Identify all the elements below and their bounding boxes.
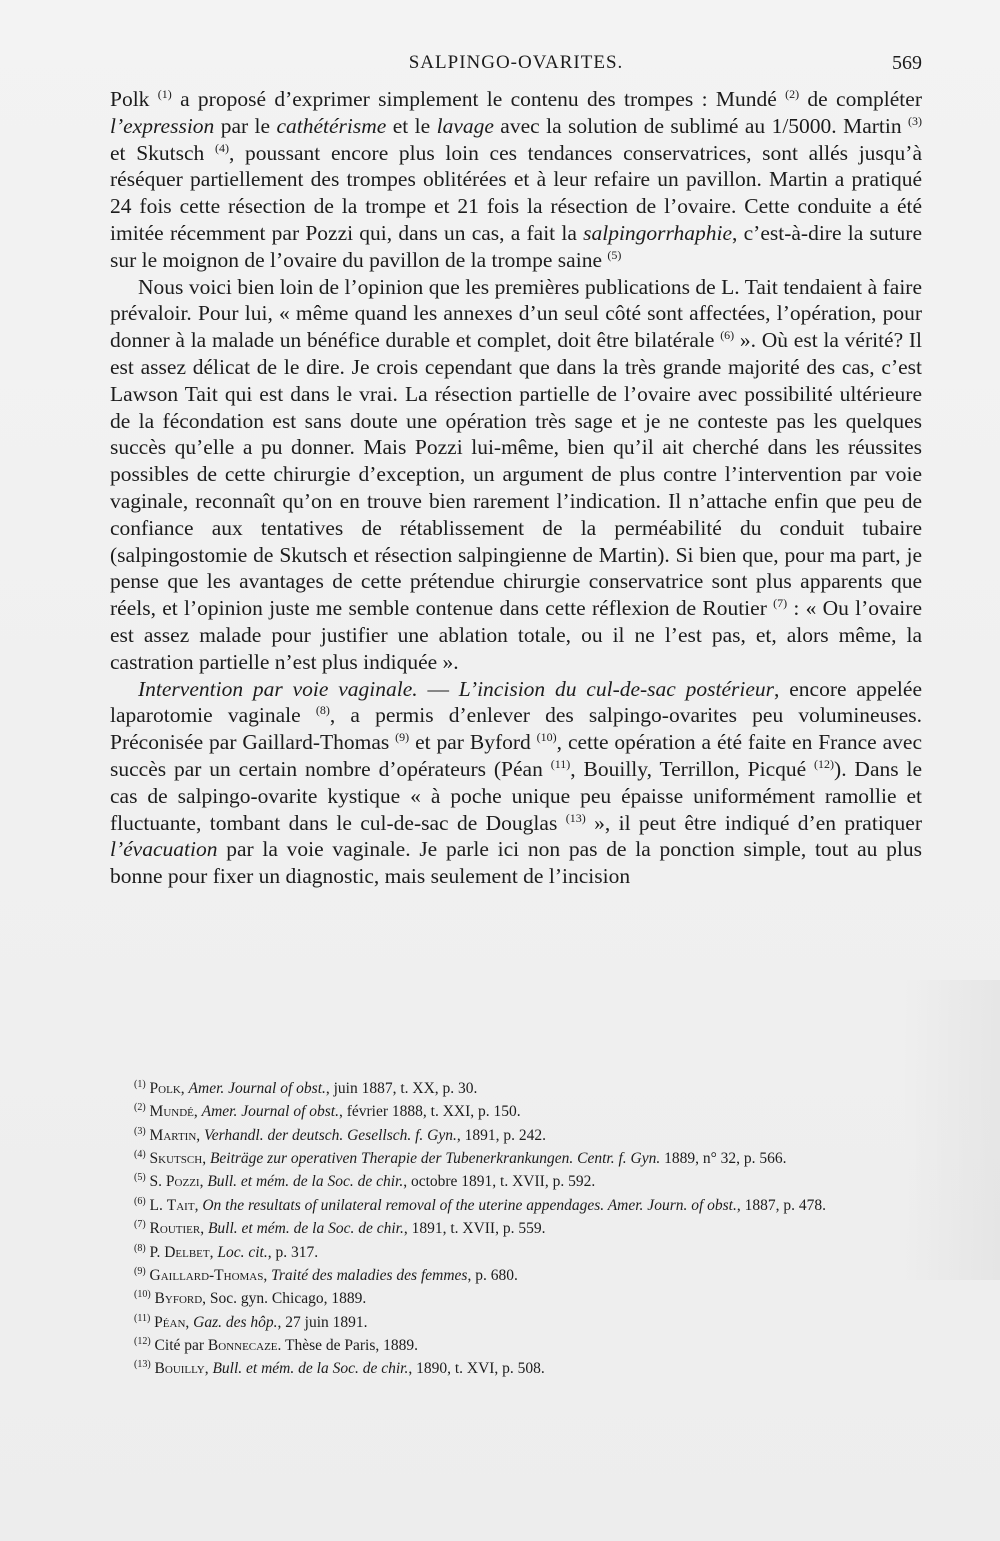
text-run: 1889, n° 32, p. 566. <box>660 1150 787 1168</box>
italic-text: L’incision du cul-de-sac postérieur <box>458 676 775 701</box>
italic-text: Bull. et mém. de la Soc. de chir. <box>212 1360 409 1378</box>
footnote <box>110 1075 922 1098</box>
text-run: par la voie vaginale. Je parle ici non pas de la ponction simple, tout au plus bonne pour fixer un diagnostic, mais seulement de l’incision <box>110 837 922 889</box>
text-run: et le <box>386 113 437 138</box>
text-run: : « Ou l’ovaire est assez malade pour justifier une ablation totale, ou il ne l’est pas, et, alors même, la castration partielle n’est plus indiquée ». <box>110 596 922 674</box>
text-run: L. <box>145 1196 167 1214</box>
text-run: , février 1888, t. XXI, p. 150. <box>338 1103 521 1121</box>
text-run: , <box>263 1267 272 1285</box>
footnote <box>110 1355 922 1378</box>
italic-text: Verhandl. der deutsch. Gesellsch. f. Gyn. <box>204 1126 457 1144</box>
footnote-marker: (5) <box>607 247 622 262</box>
text-run: et par Byford <box>409 730 537 755</box>
footnote-marker: (10) <box>134 1289 151 1301</box>
text-run: avec la solution de sublimé au 1/5000. Martin <box>493 113 908 138</box>
italic-text: cathétérisme <box>276 113 387 138</box>
italic-text: l’évacuation <box>110 837 218 862</box>
footnote-marker: (13) <box>565 810 586 825</box>
text-run: ». Où est la vérité? Il est assez délicat de le dire. Je crois cependant que dans la très grande majorité des cas, c’est Lawson Tait qui est dans le vrai. La résection partielle de l’ovaire avec possibilité ultérieure de la fécondation est sans doute une opération très sage et je ne conteste pas les quelques succès qu’elle a pu donner. Mais Pozzi lui-même, bien qu’il ait cherché dans les réussites possibles de cette chirurgie d’exception, un argument de plus contre l’intervention par voie vaginale, reconnaît qu’on en trouve bien rarement l’indication. Il n’attache enfin que peu de confiance aux tentatives de rétablissement de la perméabilité du conduit tubaire (salpingostomie de Skutsch et résection salpingienne de Martin). Si bien que, pour ma part, je pense que les avantages de cette prétendue chirurgie conservatrice sont plus apparents que réels, et l’opinion juste me semble contenue dans cette réflexion de Routier <box>110 328 922 621</box>
author-name: Péan <box>150 1313 186 1331</box>
footnote <box>110 1332 922 1355</box>
text-run: , 27 juin 1891. <box>277 1313 368 1331</box>
text-run: , <box>200 1220 208 1238</box>
page-edge-shadow <box>900 980 1000 1280</box>
footnotes <box>110 1075 922 1379</box>
footnote-marker: (9) <box>134 1265 146 1277</box>
text-run: , Soc. gyn. Chicago, 1889. <box>202 1290 367 1308</box>
author-name: Pozzi <box>165 1173 200 1191</box>
text-run: , encore appelée laparotomie vaginale <box>110 676 922 728</box>
text-run: , <box>193 1103 202 1121</box>
footnote <box>110 1285 922 1308</box>
text-run: a proposé d’exprimer simplement le contenu des trompes : Mundé <box>171 87 786 111</box>
text-run: , poussant encore plus loin ces tendances conservatrices, sont allés jusqu’à réséquer partiellement des trompes oblitérées et à leur refaire un pavillon. Martin a pratiqué 24 fois cette résection de la trompe et 21 fois la résection de l’ovaire. Cette conduite a été imitée récemment par Pozzi qui, dans un cas, a fait la <box>110 140 922 245</box>
footnote-marker: (2) <box>134 1102 146 1114</box>
author-name: Mundé <box>145 1103 194 1121</box>
text-run: , 1887, p. 478. <box>736 1196 826 1214</box>
author-name: Routier <box>145 1220 201 1238</box>
paragraph <box>110 676 922 890</box>
text-run: P. <box>145 1243 165 1261</box>
footnote-marker: (13) <box>134 1359 151 1371</box>
text-run: , <box>204 1360 213 1378</box>
footnote-marker: (2) <box>785 86 800 101</box>
footnote <box>110 1309 922 1332</box>
footnote-marker: (4) <box>134 1149 146 1161</box>
text-run: , 1890, t. XVI, p. 508. <box>408 1360 545 1378</box>
footnote-marker: (7) <box>134 1219 146 1231</box>
text-run: , 1891, t. XVII, p. 559. <box>403 1220 546 1238</box>
text-run: , Bouilly, Terrillon, Picqué <box>570 756 815 781</box>
footnote-marker: (5) <box>134 1172 146 1184</box>
footnote <box>110 1192 922 1215</box>
footnote-marker: (12) <box>814 756 835 771</box>
text-run: , p. 317. <box>267 1243 319 1261</box>
text-run: , <box>199 1173 208 1191</box>
footnote-marker: (3) <box>908 113 922 128</box>
footnote-marker: (8) <box>134 1242 146 1254</box>
text-run: , cette opération a été faite en France avec succès par un certain nombre d’opérateurs (Péan <box>110 730 922 781</box>
paragraph <box>110 274 922 676</box>
italic-text: Bull. et mém. de la Soc. de chir. <box>207 1220 404 1238</box>
text-run: de compléter <box>799 87 922 111</box>
footnote <box>110 1215 922 1238</box>
text-run: Nous voici bien loin de l’opinion que les premières publications de L. Tait tendaient à faire prévaloir. Pour lui, « même quand les annexes d’un seul côté sont affectées, l’opération, pour donner à la malade un bénéfice durable et complet, doit être bilatérale <box>110 274 922 353</box>
footnote-marker: (8) <box>315 703 330 718</box>
text-run: , <box>194 1196 203 1214</box>
text-run: par le <box>214 113 277 138</box>
italic-text: Intervention par voie vaginale. <box>138 676 418 701</box>
text-run: , <box>202 1150 210 1168</box>
italic-text: Bull. et mém. de la Soc. de chir. <box>207 1173 404 1191</box>
text-run: Cité par <box>150 1337 208 1355</box>
author-name: Byford <box>150 1290 203 1308</box>
italic-text: Amer. Journal of obst. <box>188 1080 326 1098</box>
paragraph <box>110 86 922 274</box>
footnote-marker: (4) <box>214 140 229 155</box>
body-text <box>110 86 922 890</box>
footnote-marker: (11) <box>550 756 571 771</box>
text-run: et Skutsch <box>110 140 215 165</box>
footnote-marker: (9) <box>395 729 410 744</box>
footnote-marker: (3) <box>134 1125 146 1137</box>
text-run: , 1891, p. 242. <box>456 1126 546 1144</box>
author-name: Bonnecaze <box>207 1337 278 1355</box>
running-head <box>110 52 922 80</box>
text-run: , c’est-à-dire la suture sur le moignon de l’ovaire du pavillon de la trompe saine <box>110 220 922 272</box>
text-run: , a permis d’enlever des salpingo-ovarites peu volumineuses. Préconisée par Gaillard-Thomas <box>110 703 922 755</box>
text-run: , <box>196 1126 205 1144</box>
text-run: , <box>209 1243 218 1261</box>
italic-text: Gaz. des hôp. <box>193 1313 278 1331</box>
author-name: Tait <box>166 1196 195 1214</box>
footnote <box>110 1122 922 1145</box>
text-run: , juin 1887, t. XX, p. 30. <box>325 1080 478 1098</box>
footnote-marker: (1) <box>157 86 172 101</box>
footnote-marker: (10) <box>536 729 557 744</box>
italic-text: l’expression <box>110 113 215 138</box>
author-name: Bouilly <box>150 1360 205 1378</box>
footnote <box>110 1168 922 1191</box>
footnote-marker: (1) <box>134 1079 146 1090</box>
text-run: , p. 680. <box>467 1267 518 1285</box>
footnote <box>110 1145 922 1168</box>
italic-text: On the resultats of unilateral removal of the uterine appendages. Amer. Journ. of obst. <box>202 1196 737 1214</box>
italic-text: salpingorrhaphie <box>583 220 733 245</box>
italic-text: Beiträge zur operativen Therapie der Tubenerkrankungen. Centr. f. Gyn. <box>209 1150 661 1168</box>
text-run: , <box>180 1080 189 1098</box>
footnote-marker: (11) <box>134 1312 151 1324</box>
text-run: ). Dans le cas de salpingo-ovarite kystique « à poche unique peu épaisse uniformément ramollie et fluctuante, tombant dans le cul-de-sac de Douglas <box>110 756 923 835</box>
italic-text: Amer. Journal of obst. <box>201 1103 339 1121</box>
footnote-marker: (6) <box>134 1195 146 1207</box>
footnote <box>110 1098 922 1121</box>
text-run: Polk <box>110 87 158 111</box>
page-number: 569 <box>892 52 922 74</box>
italic-text: lavage <box>436 113 494 138</box>
text-run: . Thèse de Paris, 1889. <box>277 1337 419 1355</box>
author-name: Martin <box>145 1126 197 1144</box>
footnote <box>110 1262 922 1285</box>
footnote-marker: (12) <box>134 1335 151 1347</box>
text-run: — <box>417 676 459 701</box>
author-name: Delbet <box>164 1243 210 1261</box>
text-run: S. <box>145 1173 166 1191</box>
footnote-marker: (7) <box>773 595 788 610</box>
footnote <box>110 1239 922 1262</box>
italic-text: Traité des maladies des femmes <box>271 1267 468 1285</box>
text-run: », il peut être indiqué d’en pratiquer <box>585 810 922 835</box>
author-name: Polk <box>145 1080 181 1098</box>
running-title: SALPINGO-OVARITES. <box>408 52 624 73</box>
footnote-marker: (6) <box>720 328 735 343</box>
italic-text: Loc. cit. <box>217 1243 268 1261</box>
author-name: Skutsch <box>145 1150 203 1168</box>
author-name: Gaillard-Thomas <box>145 1267 264 1285</box>
text-run: , <box>185 1313 194 1331</box>
text-run: , octobre 1891, t. XVII, p. 592. <box>403 1173 596 1191</box>
